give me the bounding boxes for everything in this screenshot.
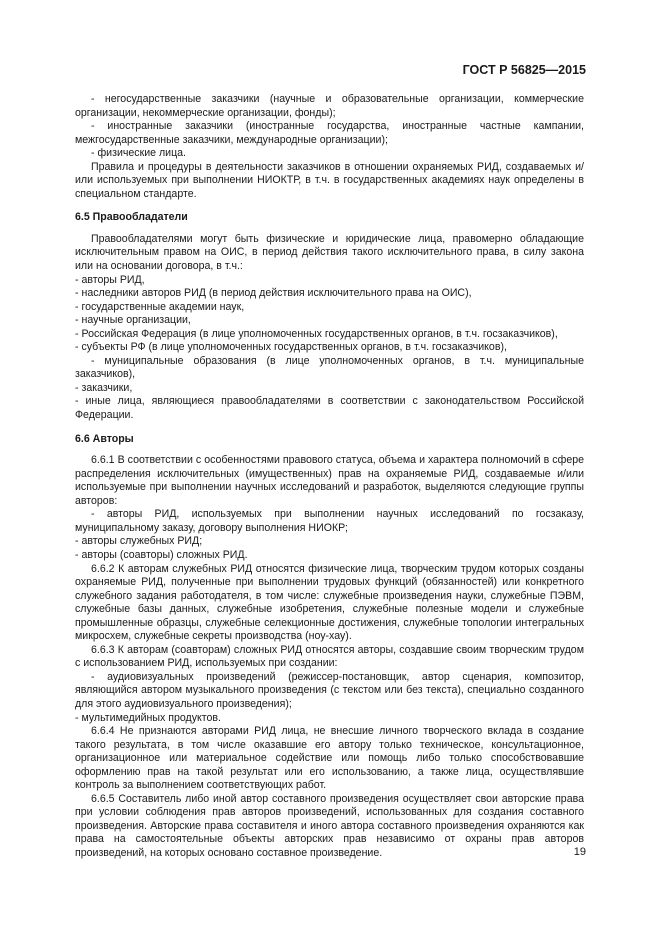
paragraph: 6.6.5 Составитель либо иной автор составного произведения осуществляет свои авторские права при условии соблюдения прав авторов произведений, использованных для создания составного произведения. Авторские права составителя и иного автора составного произведения охраняются как права на самостоятельные объекты авторских прав независимо от охраны прав авторов произведений, на которых основано составное произведение. [75,792,584,859]
list-item: - муниципальные образования (в лице уполномоченных органов, в т.ч. муниципальные заказчиков), [75,354,584,381]
list-item: - авторы РИД, используемых при выполнении научных исследований по госзаказу, муниципальному заказу, договору выполнения НИОКР; [75,508,584,534]
list-item: - иностранные заказчики (иностранные государства, иностранные частные кампании, межгосударственные заказчики, международные организации); [75,120,584,146]
list-item: - Российская Федерация (в лице уполномоченных государственных органов, в т.ч. госзаказчиков), [75,327,558,340]
paragraph: Правила и процедуры в деятельности заказчиков в отношении охраняемых РИД, создаваемых и/или используемых при выполнении НИОКТР, в т.ч. в государственных академиях наук определены в специальном стандарте. [75,160,584,200]
list-item: - научные организации, [75,314,191,327]
list-item: - иные лица, являющиеся правообладателями в соответствии с законодательством Российской Федерации. [75,395,584,422]
paragraph: Правообладателями могут быть физические и юридические лица, правомерно обладающие исключительным правом на ОИС, в период действия такого исключительного права, в силу закона или на основании договора, в т.ч.: [75,232,584,273]
page-body [75,93,584,861]
list-item: - авторы РИД, [75,273,145,286]
list-item: - заказчики, [75,381,133,394]
list-item: - физические лица. [91,147,186,160]
list-item: - наследники авторов РИД (в период действия исключительного права на ОИС), [75,287,472,300]
standard-header: ГОСТ Р 56825—2015 [462,63,586,77]
paragraph: 6.6.2 К авторам служебных РИД относятся физические лица, творческим трудом которых созданы охраняемые РИД, полученные при выполнении трудовых функций (обязанностей) или конкретного служебного задания работодателя, в том числе: служебные произведения науки, служебные ПЭВМ, служебные базы данных, служебные изобретения, служебные полезные модели и служебные промышленные образцы, служебные селекционные достижения, служебные топологии интегральных микросхем, служебные секреты производства (ноу-хау). [75,562,584,643]
list-item: - негосударственные заказчики (научные и образовательные организации, коммерческие организации, некоммерческие организации, фонды); [75,93,584,119]
list-item: - субъекты РФ (в лице уполномоченных государственных органов, в т.ч. госзаказчиков), [75,341,507,354]
list-item: - государственные академии наук, [75,300,245,313]
paragraph: 6.6.3 К авторам (соавторам) сложных РИД относятся авторы, создавшие своим творческим трудом с использованием РИД, используемых при создании: [75,643,584,670]
page-number: 19 [573,846,586,858]
list-item: - авторы (соавторы) сложных РИД. [75,548,248,561]
paragraph: 6.6.1 В соответствии с особенностями правового статуса, объема и характера полномочий в сфере распределения исключительных (имущественных) прав на охраняемые РИД, создаваемые и/или используемые при выполнении научных исследований и разработок, выделяются следующие группы авторов: [75,454,584,507]
section-heading-6-6: 6.6 Авторы [75,432,134,445]
list-item: - мультимедийных продуктов. [75,711,221,724]
section-heading-6-5: 6.5 Правообладатели [75,211,188,224]
paragraph: 6.6.4 Не признаются авторами РИД лица, не внесшие личного творческого вклада в создание такого результата, в том числе оказавшие его автору только техническое, консультационное, организационное или материальное содействие или помощь либо только способствовавшие оформлению прав на такой результат или его использованию, а также лица, осуществлявшие контроль за выполнением соответствующих работ. [75,725,584,792]
list-item: - аудиовизуальных произведений (режиссер-постановщик, автор сценария, композитор, являющийся автором музыкального произведения (с текстом или без текста), специально созданного для этого аудиовизуального произведения); [75,670,584,710]
list-item: - авторы служебных РИД; [75,535,203,548]
